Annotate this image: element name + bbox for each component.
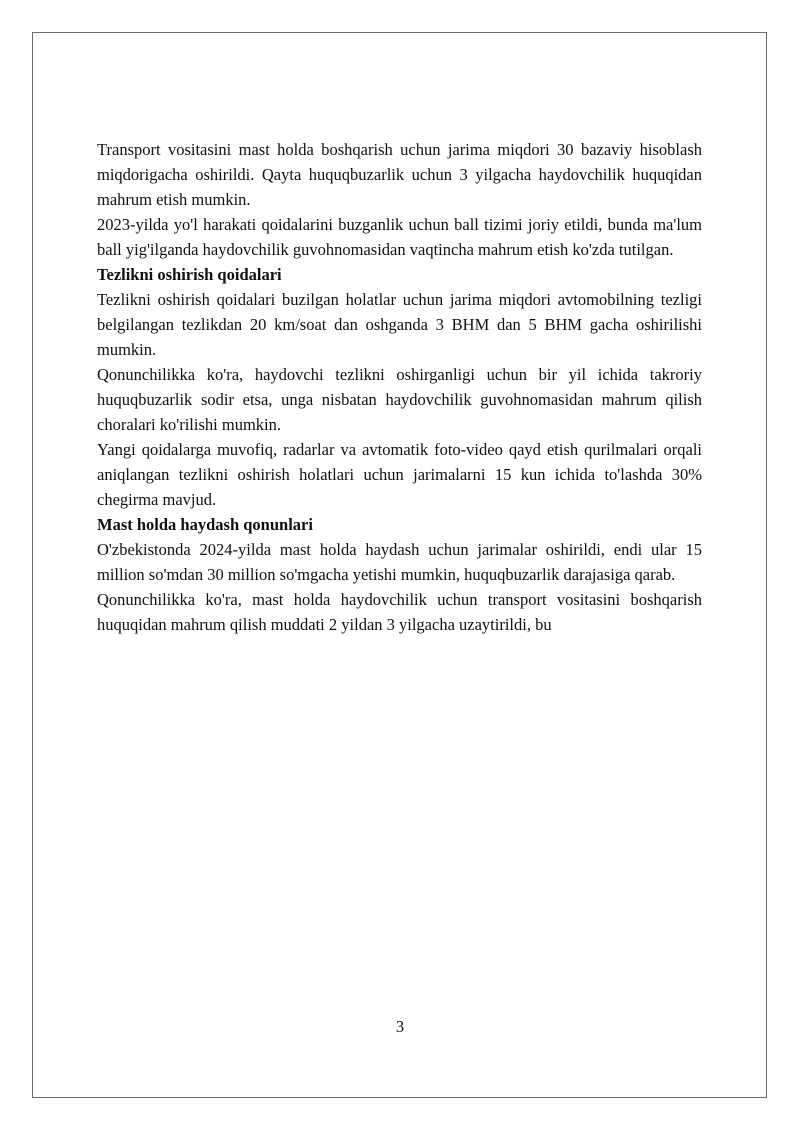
paragraph-repeat-offense: Qonunchilikka ko'ra, haydovchi tezlikni oshirganligi uchun bir yil ichida takroriy huquqbuzarlik sodir etsa, unga nisbatan haydovchilik guvohnomasidan mahrum qilish choralari ko'rilishi mumkin. [97,365,702,434]
paragraph-drunk-driving-fine: Transport vositasini mast holda boshqarish uchun jarima miqdori 30 bazaviy hisoblash miqdorigacha oshirildi. Qayta huquqbuzarlik uchun 3 yilgacha haydovchilik huquqidan mahrum etish mumkin. [97,140,702,209]
paragraph-radar-discount: Yangi qoidalarga muvofiq, radarlar va avtomatik foto-video qayd etish qurilmalari orqali aniqlangan tezlikni oshirish holatlari uchun jarimalarni 15 kun ichida to'lashda 30% chegirma mavjud. [97,440,702,509]
paragraph-2024-fines: O'zbekistonda 2024-yilda mast holda haydash uchun jarimalar oshirildi, endi ular 15 million so'mdan 30 million so'mgacha yetishi mumkin, huquqbuzarlik darajasiga qarab. [97,540,702,584]
page-number: 3 [395,1017,405,1036]
heading-drunk-driving-laws: Mast holda haydash qonunlari [97,515,313,534]
document-body [97,137,702,637]
heading-speeding-rules: Tezlikni oshirish qoidalari [97,265,282,284]
paragraph-point-system: 2023-yilda yo'l harakati qoidalarini buzganlik uchun ball tizimi joriy etildi, bunda ma'lum ball yig'ilganda haydovchilik guvohnomasidan vaqtincha mahrum etish ko'zda tutilgan. [97,215,702,259]
paragraph-speeding-fine: Tezlikni oshirish qoidalari buzilgan holatlar uchun jarima miqdori avtomobilning tezligi belgilangan tezlikdan 20 km/soat dan oshganda 3 BHM dan 5 BHM gacha oshirilishi mumkin. [97,290,702,359]
paragraph-license-suspension: Qonunchilikka ko'ra, mast holda haydovchilik uchun transport vositasini boshqarish huquqidan mahrum qilish muddati 2 yildan 3 yilgacha uzaytirildi, bu [97,590,702,634]
